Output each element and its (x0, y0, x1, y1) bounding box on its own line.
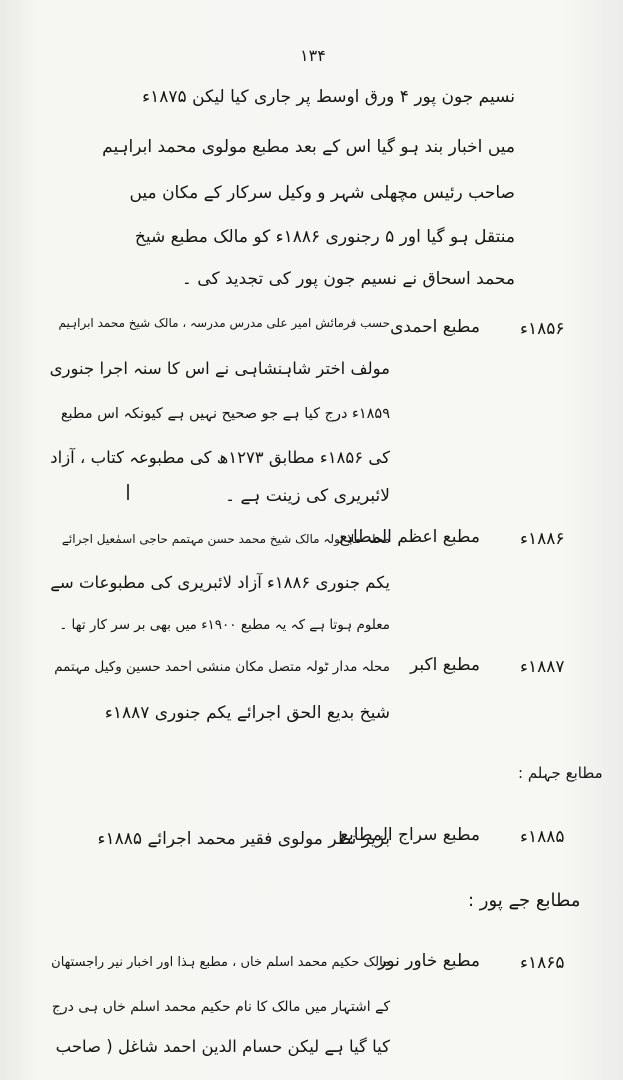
text-line: صاحب رئیس مچھلی شہر و وکیل سرکار کے مکان میں (129, 183, 515, 203)
text-line: یکم جنوری ۱۸۸۶ء آزاد لائبریری کی مطبوعات سے (50, 573, 390, 592)
text-line: مولف اختر شاہنشاہی نے اس کا سنہ اجرا جنوری (49, 359, 390, 378)
text-line: محمد اسحاق نے نسیم جون پور کی تجدید کی ۔ (181, 269, 515, 289)
text-line: مالک حکیم محمد اسلم خاں ، مطبع ہذا اور اخبار نیر راجستھان (51, 955, 390, 970)
page-number: ۱۳۴ (300, 46, 326, 65)
text-line: معلوم ہوتا ہے کہ یہ مطبع ۱۹۰۰ء میں بھی بر سر کار تھا ۔ (59, 617, 390, 633)
section-heading: مطابع جے پور : (468, 890, 581, 911)
entry-name: مطبع اکبر (410, 655, 480, 675)
entry-name: مطبع اعظم المطابع (339, 527, 480, 547)
text-line: منتقل ہو گیا اور ۵ رجنوری ۱۸۸۶ء کو مالک مطبع شیخ (134, 227, 515, 247)
text-line: محلہ ملا ٹولہ مالک شیخ محمد حسن مہتمم حاجی اسمٰعیل اجرائے (61, 532, 390, 546)
entry-name: مطبع سراج المطابع (340, 825, 480, 845)
text-line: لائبریری کی زینت ہے ۔ (225, 486, 390, 506)
entry-year: ۱۸۸۷ء (520, 657, 565, 677)
entry-name: مطبع احمدی (390, 317, 480, 337)
text-line: حسب فرمائش امیر علی مدرس مدرسہ ، مالک شیخ محمد ابراہیم (58, 316, 390, 330)
text-line: کیا گیا ہے لیکن حسام الدین احمد شاغل ( صاحب (55, 1037, 390, 1056)
text-line: کی ۱۸۵۶ء مطابق ۱۲۷۳ھ کی مطبوعہ کتاب ، آزاد (50, 448, 390, 467)
text-line: ۱۸۵۹ء درج کیا ہے جو صحیح نہیں ہے کیونکہ اس مطبع (60, 406, 390, 422)
text-line: محلہ مدار ٹولہ متصل مکان منشی احمد حسین وکیل مہتمم (54, 659, 390, 675)
text-line: شیخ بدیع الحق اجرائے یکم جنوری ۱۸۸۷ء (104, 703, 390, 723)
text-line: میں اخبار بند ہو گیا اس کے بعد مطبع مولوی محمد ابراہیم (102, 137, 515, 157)
text-line: نسیم جون پور ۴ ورق اوسط پر جاری کیا لیکن ۱۸۷۵ء (142, 87, 515, 107)
section-heading: مطابع جہلم : (518, 764, 603, 782)
entry-name: مطبع خاور نور (378, 951, 480, 971)
entry-year: ۱۸۶۵ء (520, 953, 565, 973)
margin-mark (127, 484, 129, 500)
entry-year: ۱۸۸۶ء (520, 529, 565, 549)
text-line: کے اشتہار میں مالک کا نام حکیم محمد اسلم خاں ہی درج (51, 999, 390, 1015)
text-line: بزیر نظر مولوی فقیر محمد اجرائے ۱۸۸۵ء (97, 829, 390, 849)
entry-year: ۱۸۸۵ء (520, 827, 565, 847)
entry-year: ۱۸۵۶ء (520, 319, 565, 339)
